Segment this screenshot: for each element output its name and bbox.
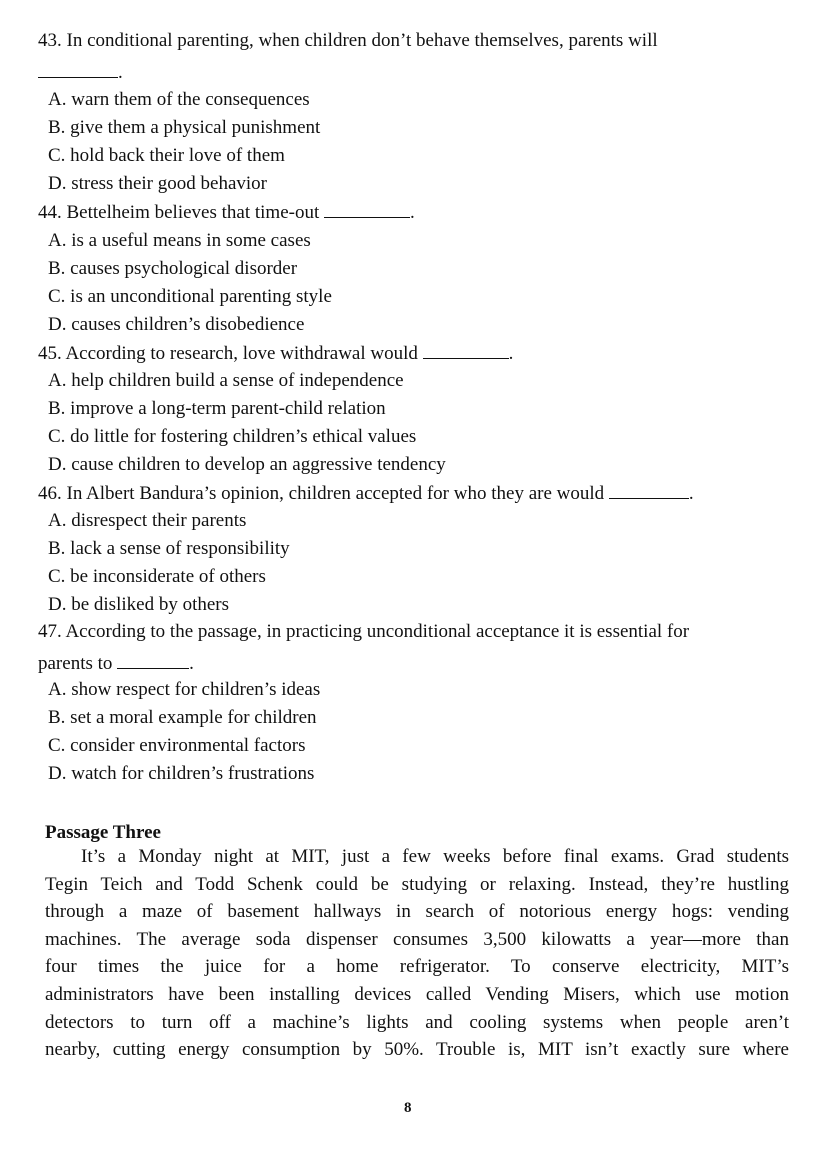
option-44-d: D. causes children’s disobedience [48, 314, 305, 335]
question-47-stem: 47. According to the passage, in practicing unconditional acceptance it is essential for [38, 621, 690, 642]
answer-blank [423, 341, 509, 359]
question-43-stem-end: . [38, 60, 123, 85]
option-43-c: C. hold back their love of them [48, 145, 285, 166]
answer-blank [117, 651, 189, 669]
option-43-d: D. stress their good behavior [48, 173, 267, 194]
option-45-a: A. help children build a sense of independence [48, 370, 404, 391]
option-44-b: B. causes psychological disorder [48, 258, 298, 279]
passage-line: machines. The average soda dispenser consumes 3,500 kilowatts a year—more than [45, 928, 789, 950]
passage-body [45, 843, 789, 1064]
passage-line: through a maze of basement hallways in search of notorious energy hogs: vending [45, 901, 789, 923]
option-45-d: D. cause children to develop an aggressive tendency [48, 454, 446, 475]
passage-heading: Passage Three [45, 822, 161, 843]
option-45-b: B. improve a long-term parent-child relation [48, 398, 386, 419]
answer-blank [324, 200, 410, 218]
option-46-c: C. be inconsiderate of others [48, 566, 266, 587]
option-45-c: C. do little for fostering children’s ethical values [48, 426, 417, 447]
option-46-a: A. disrespect their parents [48, 510, 247, 531]
question-45-stem: 45. According to research, love withdrawal would . [38, 343, 514, 364]
option-46-b: B. lack a sense of responsibility [48, 538, 290, 559]
passage-line: It’s a Monday night at MIT, just a few weeks before final exams. Grad students [81, 846, 789, 867]
question-44-stem: 44. Bettelheim believes that time-out . [38, 202, 415, 223]
question-43-stem: 43. In conditional parenting, when children don’t behave themselves, parents will [38, 30, 658, 51]
option-47-b: B. set a moral example for children [48, 707, 317, 728]
passage-line: four times the juice for a home refrigerator. To conserve electricity, MIT’s [45, 956, 789, 978]
option-47-c: C. consider environmental factors [48, 735, 306, 756]
option-43-a: A. warn them of the consequences [48, 89, 310, 110]
question-46-stem: 46. In Albert Bandura’s opinion, children accepted for who they are would . [38, 483, 694, 504]
answer-blank [38, 60, 118, 78]
option-47-a: A. show respect for children’s ideas [48, 679, 321, 700]
option-47-d: D. watch for children’s frustrations [48, 763, 315, 784]
answer-blank [609, 481, 689, 499]
passage-line: Tegin Teich and Todd Schenk could be studying or relaxing. Instead, they’re hustling [45, 873, 789, 895]
option-46-d: D. be disliked by others [48, 594, 230, 615]
question-47-stem-end: parents to . [38, 653, 194, 674]
page-number: 8 [404, 1100, 412, 1116]
option-43-b: B. give them a physical punishment [48, 117, 321, 138]
passage-line: detectors to turn off a machine’s lights and cooling systems when people aren’t [45, 1011, 789, 1033]
passage-line: administrators have been installing devices called Vending Misers, which use motion [45, 983, 789, 1005]
option-44-c: C. is an unconditional parenting style [48, 286, 332, 307]
passage-line: nearby, cutting energy consumption by 50%. Trouble is, MIT isn’t exactly sure where [45, 1039, 789, 1061]
option-44-a: A. is a useful means in some cases [48, 230, 311, 251]
